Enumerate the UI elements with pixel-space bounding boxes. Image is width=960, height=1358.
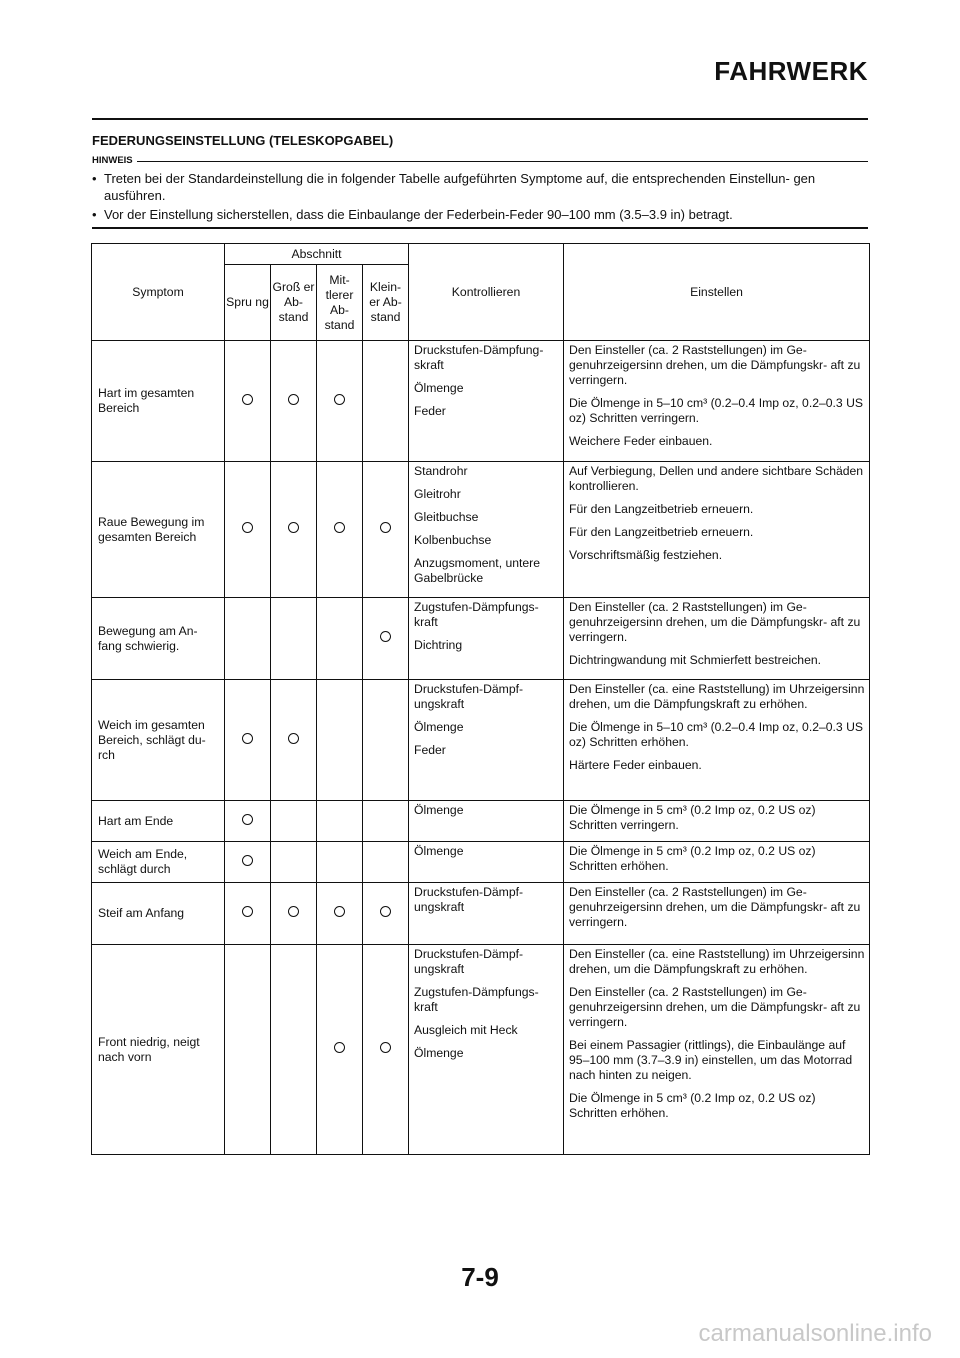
mark-cell: [317, 801, 363, 842]
check-item: Druckstufen-Dämpf- ungskraft: [414, 947, 524, 976]
note-header: [92, 155, 868, 166]
adjust-item: Bei einem Passagier (rittlings), die Einbaulänge auf 95–100 mm (3.7–3.9 in) einstellen, um das Motorrad nach hinten zu neigen.: [569, 1038, 853, 1082]
adjust-item: Härtere Feder einbauen.: [569, 758, 702, 772]
header-gross: Groß er Ab- stand: [271, 265, 317, 341]
adjust-item: Den Einsteller (ca. 2 Raststellungen) im Ge- genuhrzeigersinn drehen, um die Dämpfungskr- aft zu verringern.: [569, 600, 861, 644]
mark-cell: [363, 341, 409, 462]
mark-cell: [363, 945, 409, 1155]
header-abschnitt: Abschnitt: [225, 244, 409, 265]
mark-cell: [225, 801, 271, 842]
einstellen-cell: [564, 598, 870, 680]
note-item: • Treten bei der Standardeinstellung die in folgender Tabelle aufgeführten Symptome auf, die entsprechenden Einstellun- gen ausführen.: [92, 170, 868, 204]
circle-mark-icon: [288, 522, 299, 533]
circle-mark-icon: [242, 394, 253, 405]
table-row: [92, 598, 870, 680]
einstellen-cell: [564, 462, 870, 598]
mark-cell: [225, 341, 271, 462]
einstellen-cell: [564, 883, 870, 945]
note-rule: [137, 161, 868, 162]
check-item: Dichtring: [414, 638, 463, 652]
einstellen-cell: [564, 945, 870, 1155]
header-mittel: Mit- tlerer Ab- stand: [317, 265, 363, 341]
mark-cell: [271, 680, 317, 801]
circle-mark-icon: [288, 733, 299, 744]
check-item: Druckstufen-Dämpf- ungskraft: [414, 885, 524, 914]
mark-cell: [271, 462, 317, 598]
circle-mark-icon: [380, 631, 391, 642]
note-end-rule: [92, 227, 868, 229]
check-item: Gleitbuchse: [414, 510, 479, 524]
einstellen-cell: [564, 842, 870, 883]
mark-cell: [317, 341, 363, 462]
mark-cell: [317, 598, 363, 680]
adjust-item: Den Einsteller (ca. 2 Raststellungen) im Ge- genuhrzeigersinn drehen, um die Dämpfungskr- aft zu verringern.: [569, 343, 861, 387]
adjust-item: Den Einsteller (ca. eine Raststellung) im Uhrzeigersinn drehen, um die Dämpfungskraft zu erhöhen.: [569, 947, 865, 976]
symptom-cell: Hart am Ende: [92, 801, 225, 842]
mark-cell: [363, 462, 409, 598]
mark-cell: [271, 598, 317, 680]
check-item: Druckstufen-Dämpfung- skraft: [414, 343, 544, 372]
mark-cell: [271, 341, 317, 462]
mark-cell: [363, 883, 409, 945]
note-list: [92, 170, 868, 223]
einstellen-cell: [564, 680, 870, 801]
symptom-cell: Weich am Ende, schlägt durch: [92, 842, 225, 883]
table-row: [92, 341, 870, 462]
header-kontrollieren: Kontrollieren: [409, 244, 564, 341]
header-einstellen: Einstellen: [564, 244, 870, 341]
check-item: Standrohr: [414, 464, 468, 478]
circle-mark-icon: [380, 1042, 391, 1053]
mark-cell: [225, 945, 271, 1155]
watermark: carmanualsonline.info: [698, 1320, 932, 1347]
table-row: [92, 842, 870, 883]
kontrollieren-cell: [409, 680, 564, 801]
kontrollieren-cell: [409, 598, 564, 680]
circle-mark-icon: [242, 733, 253, 744]
mark-cell: [317, 462, 363, 598]
mark-cell: [363, 801, 409, 842]
symptom-cell: Raue Bewegung im gesamten Bereich: [92, 462, 225, 598]
adjustment-table: [91, 243, 870, 1155]
mark-cell: [363, 680, 409, 801]
mark-cell: [225, 883, 271, 945]
symptom-cell: Weich im gesamten Bereich, schlägt du- rch: [92, 680, 225, 801]
check-item: Gleitrohr: [414, 487, 461, 501]
mark-cell: [363, 842, 409, 883]
mark-cell: [225, 462, 271, 598]
mark-cell: [317, 842, 363, 883]
circle-mark-icon: [288, 906, 299, 917]
circle-mark-icon: [242, 906, 253, 917]
adjust-item: Die Ölmenge in 5 cm³ (0.2 Imp oz, 0.2 US oz) Schritten verringern.: [569, 803, 816, 832]
adjust-item: Für den Langzeitbetrieb erneuern.: [569, 502, 754, 516]
circle-mark-icon: [380, 906, 391, 917]
header-sprung: Spru ng: [225, 265, 271, 341]
circle-mark-icon: [242, 522, 253, 533]
mark-cell: [317, 883, 363, 945]
check-item: Druckstufen-Dämpf- ungskraft: [414, 682, 524, 711]
adjust-item: Auf Verbiegung, Dellen und andere sichtbare Schäden kontrollieren.: [569, 464, 864, 493]
header-klein: Klein- er Ab- stand: [363, 265, 409, 341]
circle-mark-icon: [334, 522, 345, 533]
adjust-item: Weichere Feder einbauen.: [569, 434, 713, 448]
kontrollieren-cell: [409, 801, 564, 842]
note-item: • Vor der Einstellung sicherstellen, dass die Einbaulange der Federbein-Feder 90–100 mm (3.5–3.9 in) betragt.: [92, 206, 868, 223]
mark-cell: [225, 842, 271, 883]
check-item: Kolbenbuchse: [414, 533, 492, 547]
kontrollieren-cell: [409, 945, 564, 1155]
mark-cell: [271, 801, 317, 842]
mark-cell: [271, 842, 317, 883]
kontrollieren-cell: [409, 883, 564, 945]
check-item: Ölmenge: [414, 720, 464, 734]
check-item: Feder: [414, 743, 446, 757]
page-number: 7-9: [461, 1262, 499, 1292]
header-symptom: Symptom: [92, 244, 225, 341]
check-item: Ölmenge: [414, 1046, 464, 1060]
circle-mark-icon: [288, 394, 299, 405]
symptom-cell: Bewegung am An- fang schwierig.: [92, 598, 225, 680]
note-label: HINWEIS: [92, 155, 133, 166]
table-body: [92, 341, 870, 1155]
circle-mark-icon: [334, 394, 345, 405]
check-item: Ölmenge: [414, 844, 464, 858]
note-box: [92, 155, 868, 225]
adjust-item: Die Ölmenge in 5–10 cm³ (0.2–0.4 Imp oz, 0.2–0.3 US oz) Schritten erhöhen.: [569, 720, 864, 749]
circle-mark-icon: [242, 855, 253, 866]
adjust-item: Den Einsteller (ca. 2 Raststellungen) im Ge- genuhrzeigersinn drehen, um die Dämpfungskr- aft zu verringern.: [569, 885, 861, 929]
check-item: Ölmenge: [414, 381, 464, 395]
adjust-item: Die Ölmenge in 5–10 cm³ (0.2–0.4 Imp oz, 0.2–0.3 US oz) Schritten verringern.: [569, 396, 864, 425]
table-row: [92, 945, 870, 1155]
adjust-item: Vorschriftsmäßig festziehen.: [569, 548, 723, 562]
mark-cell: [271, 883, 317, 945]
chapter-title: FAHRWERK: [714, 56, 868, 86]
mark-cell: [271, 945, 317, 1155]
adjust-item: Die Ölmenge in 5 cm³ (0.2 Imp oz, 0.2 US oz) Schritten erhöhen.: [569, 1091, 816, 1120]
check-item: Feder: [414, 404, 446, 418]
check-item: Anzugsmoment, untere Gabelbrücke: [414, 556, 541, 585]
circle-mark-icon: [334, 906, 345, 917]
section-title: FEDERUNGSEINSTELLUNG (TELESKOPGABEL): [92, 133, 394, 148]
adjust-item: Für den Langzeitbetrieb erneuern.: [569, 525, 754, 539]
table-row: [92, 680, 870, 801]
adjust-item: Dichtringwandung mit Schmierfett bestreichen.: [569, 653, 822, 667]
table-row: [92, 801, 870, 842]
circle-mark-icon: [242, 814, 253, 825]
header-rule: [92, 118, 868, 120]
kontrollieren-cell: [409, 341, 564, 462]
mark-cell: [317, 945, 363, 1155]
table-row: [92, 462, 870, 598]
kontrollieren-cell: [409, 462, 564, 598]
circle-mark-icon: [380, 522, 391, 533]
symptom-cell: Front niedrig, neigt nach vorn: [92, 945, 225, 1155]
mark-cell: [225, 680, 271, 801]
einstellen-cell: [564, 801, 870, 842]
kontrollieren-cell: [409, 842, 564, 883]
check-item: Ausgleich mit Heck: [414, 1023, 518, 1037]
mark-cell: [225, 598, 271, 680]
circle-mark-icon: [334, 1042, 345, 1053]
check-item: Zugstufen-Dämpfungs- kraft: [414, 985, 539, 1014]
check-item: Zugstufen-Dämpfungs- kraft: [414, 600, 539, 629]
mark-cell: [363, 598, 409, 680]
symptom-cell: Steif am Anfang: [92, 883, 225, 945]
adjust-item: Den Einsteller (ca. eine Raststellung) im Uhrzeigersinn drehen, um die Dämpfungskraft zu erhöhen.: [569, 682, 865, 711]
adjust-item: Den Einsteller (ca. 2 Raststellungen) im Ge- genuhrzeigersinn drehen, um die Dämpfungskr- aft zu verringern.: [569, 985, 861, 1029]
adjust-item: Die Ölmenge in 5 cm³ (0.2 Imp oz, 0.2 US oz) Schritten erhöhen.: [569, 844, 816, 873]
check-item: Ölmenge: [414, 803, 464, 817]
symptom-cell: Hart im gesamten Bereich: [92, 341, 225, 462]
einstellen-cell: [564, 341, 870, 462]
table-row: [92, 883, 870, 945]
mark-cell: [317, 680, 363, 801]
